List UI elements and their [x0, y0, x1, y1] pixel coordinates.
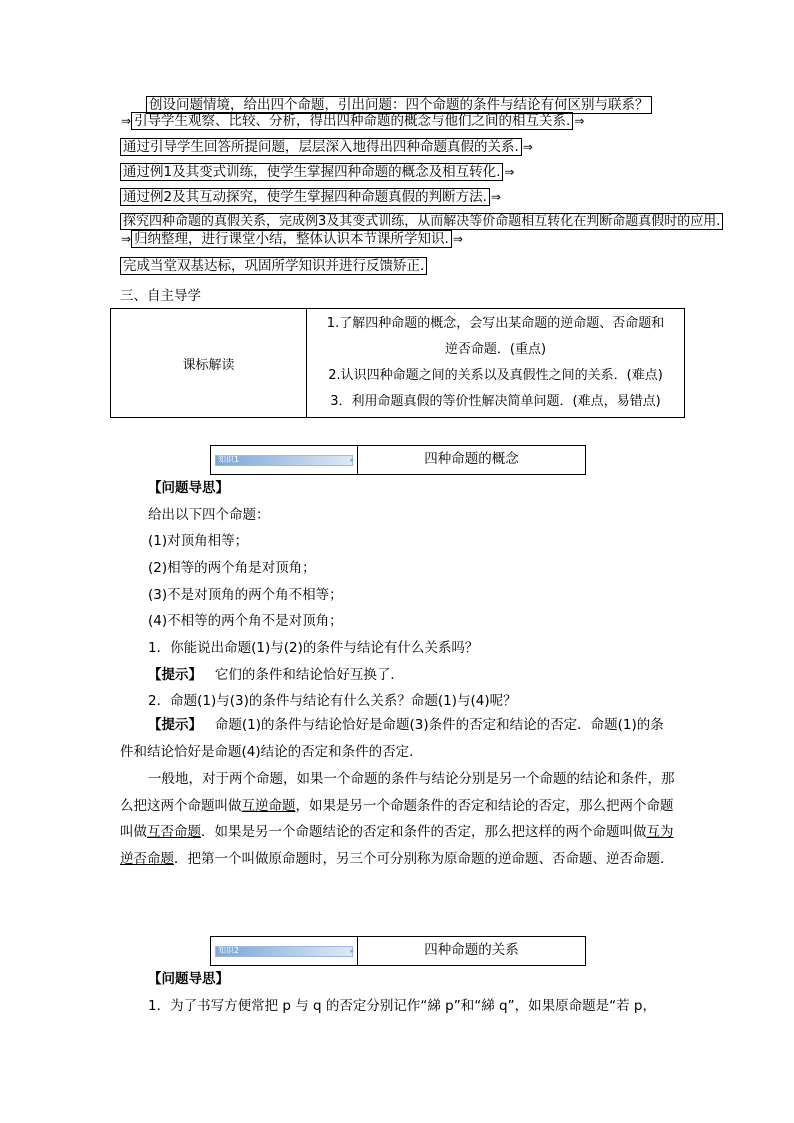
arrow-icon: ⇒ — [522, 140, 533, 154]
hint-2 — [120, 712, 675, 765]
guide-heading-1: 【问题导思】 — [148, 480, 229, 496]
definition-text: ．如果是另一个命题结论的否定和条件的否定，那么把这样的两个命题叫做 — [201, 824, 647, 840]
question-1: 1．你能说出命题(1)与(2)的条件与结论有什么关系吗？ — [148, 640, 479, 656]
knowledge-tag — [211, 446, 358, 474]
flow-step-6-text: 探究四种命题的真假关系，完成例3及其变式训练，从而解决等价命题相互转化在判断命题真假时的应用. — [120, 213, 723, 230]
knowledge-1-title: 四种命题的概念 — [424, 451, 519, 467]
question-k2-1: 1．为了书写方便常把 p 与 q 的否定分别记作“綈 p”和“綈 q”，如果原命题是“若 p， — [148, 998, 656, 1014]
definition-text: 一般地，对于两个命题，如果一个命题的条件与结论分别是另一个命题的结论和条件，那么把这两个命题叫做 — [120, 771, 675, 814]
flow-step-1 — [146, 97, 652, 113]
standards-item-1b: 逆否命题．(重点) — [444, 342, 547, 357]
definition-text: ，如果是另一个命题条件的否定和结论的否定，那么把两个命题叫做 — [120, 797, 674, 840]
standards-table — [110, 308, 685, 418]
flow-step-5 — [120, 189, 501, 205]
knowledge-2-header — [210, 936, 586, 966]
hint-label: 【提示】 — [148, 667, 202, 683]
standards-item-1a: 1.了解四种命题的概念，会写出某命题的逆命题、否命题和 — [326, 316, 665, 331]
standards-label: 课标解读 — [111, 309, 307, 418]
guide-heading-2: 【问题导思】 — [148, 971, 229, 987]
flow-step-5-text: 通过例2及其互动探究，使学生掌握四种命题真假的判断方法. — [120, 188, 490, 206]
definition-paragraph — [120, 766, 675, 872]
section-heading: 三、自主导学 — [120, 288, 201, 304]
proposition-2: (2)相等的两个角是对顶角； — [148, 560, 316, 576]
proposition-4: (4)不相等的两个角不是对顶角； — [148, 613, 343, 629]
knowledge-1-header — [210, 445, 586, 475]
triangle-icon: ▸ — [350, 456, 354, 464]
knowledge-2-title: 四种命题的关系 — [424, 942, 519, 958]
question-2: 2．命题(1)与(3)的条件与结论有什么关系？命题(1)与(4)呢？ — [148, 693, 517, 709]
knowledge-tag-banner-icon — [215, 455, 353, 466]
flow-step-4 — [120, 164, 514, 180]
flow-step-7 — [120, 231, 463, 247]
flow-step-3-text: 通过引导学生回答所提问题，层层深入地得出四种命题真假的关系. — [120, 138, 522, 156]
term-inverse: 互否命题 — [147, 824, 201, 840]
flow-step-7-text: 归纳整理，进行课堂小结，整体认识本节课所学知识. — [131, 230, 452, 248]
hint-label: 【提示】 — [148, 717, 202, 733]
flow-step-3 — [120, 139, 533, 155]
standards-item-3: 3．利用命题真假的等价性解决简单问题．(难点，易错点) — [330, 394, 661, 409]
hint-1-text: 它们的条件和结论恰好互换了． — [214, 667, 404, 683]
definition-text: ．把第一个叫做原命题时，另三个可分别称为原命题的逆命题、否命题、逆否命题． — [174, 850, 674, 867]
arrow-icon: ⇒ — [490, 190, 501, 204]
hint-1 — [148, 663, 404, 683]
standards-items — [307, 309, 685, 418]
flow-step-4-text: 通过例1及其变式训练，使学生掌握四种命题的概念及相互转化. — [120, 163, 503, 181]
knowledge-tag-banner-icon — [215, 946, 353, 957]
proposition-1: (1)对顶角相等； — [148, 533, 249, 549]
arrow-icon: ⇒ — [452, 232, 463, 246]
knowledge-tag-label: 知识1 — [218, 455, 240, 464]
arrow-icon: ⇒ — [121, 114, 132, 128]
term-converse: 互逆命题 — [241, 797, 296, 814]
flow-step-2-text: 引导学生观察、比较、分析，得出四种命题的概念与他们之间的相互关系. — [131, 112, 573, 130]
hint-2-text: 命题(1)的条件与结论恰好是命题(3)条件的否定和结论的否定．命题(1)的条件和结论恰好是命题(4)结论的否定和条件的否定． — [120, 717, 664, 760]
arrow-icon: ⇒ — [121, 232, 132, 246]
knowledge-tag — [211, 937, 358, 965]
flow-step-6 — [120, 214, 723, 230]
knowledge-tag-label: 知识2 — [218, 946, 240, 955]
triangle-icon: ▸ — [350, 947, 354, 955]
arrow-icon: ⇒ — [504, 165, 515, 179]
flow-step-8-text: 完成当堂双基达标，巩固所学知识并进行反馈矫正. — [120, 257, 427, 275]
standards-item-2: 2.认识四种命题之间的关系以及真假性之间的关系．(难点) — [328, 368, 663, 383]
flow-step-1-text: 创设问题情境，给出四个命题，引出问题：四个命题的条件与结论有何区别与联系？ — [146, 96, 652, 114]
flow-step-8 — [120, 258, 427, 274]
term-contrapositive: 互为逆否命题 — [120, 824, 674, 867]
flow-step-2 — [120, 113, 584, 129]
guide-intro: 给出以下四个命题： — [148, 507, 270, 523]
arrow-icon: ⇒ — [574, 114, 585, 128]
proposition-3: (3)不是对顶角的两个角不相等； — [148, 587, 343, 603]
